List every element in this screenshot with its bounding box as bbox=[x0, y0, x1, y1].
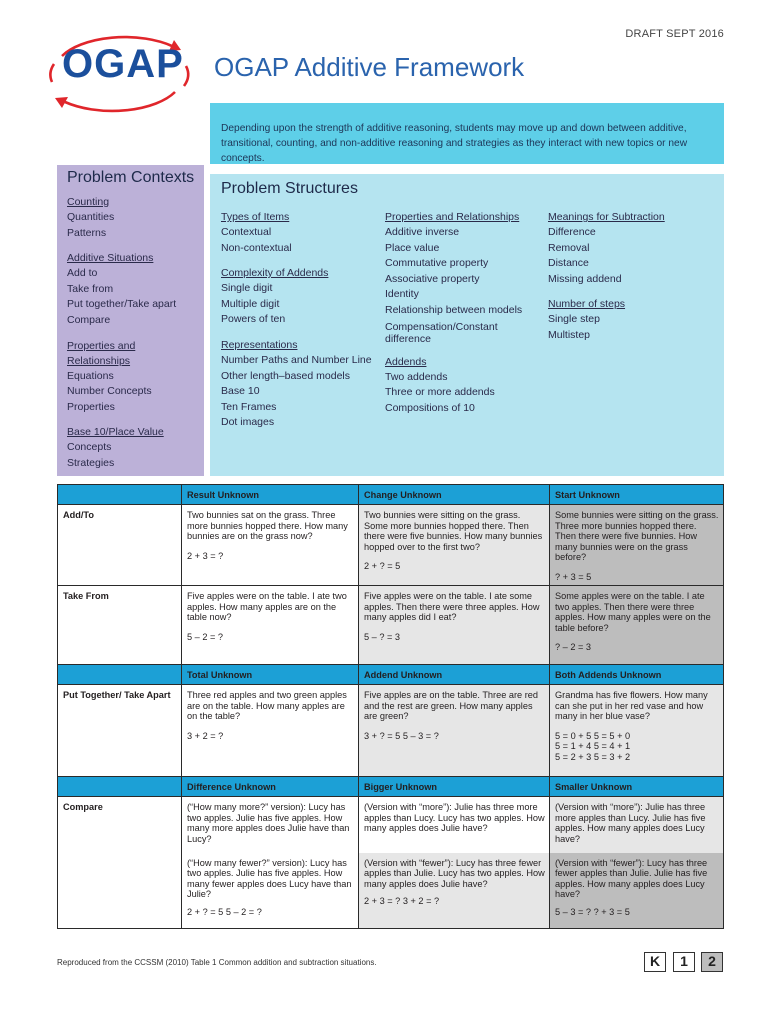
table-row bbox=[58, 853, 724, 929]
table-cell bbox=[359, 853, 550, 929]
structure-item: Additive inverse bbox=[385, 226, 460, 238]
table-header-cell: Bigger Unknown bbox=[359, 777, 550, 797]
table-header-cell: Change Unknown bbox=[359, 485, 550, 505]
table-cell bbox=[550, 505, 724, 586]
context-heading: Properties and Relationships bbox=[67, 339, 136, 367]
table-header-cell: Result Unknown bbox=[182, 485, 359, 505]
grade-1-badge: 1 bbox=[673, 952, 695, 972]
situations-table bbox=[57, 484, 724, 929]
table-cell bbox=[182, 853, 359, 929]
structures-title: Problem Structures bbox=[221, 180, 358, 197]
structure-item: Commutative property bbox=[385, 257, 489, 270]
context-item: Patterns bbox=[67, 226, 107, 239]
table-row bbox=[58, 685, 724, 777]
cell-text: Five apples are on the table. Three are red and the rest are green. How many apples are green? bbox=[364, 690, 538, 721]
context-item: Concepts bbox=[67, 441, 112, 454]
table-header-cell bbox=[58, 665, 182, 685]
table-header-row bbox=[58, 485, 724, 505]
contexts-title: Problem Contexts bbox=[67, 169, 195, 186]
intro-text: Depending upon the strength of additive reasoning, students may move up and down between additive, transitional, counting, and non-additive reasoning and strategies as they interact with new topics or new concepts. bbox=[221, 123, 688, 164]
structure-item: Three or more addends bbox=[385, 386, 495, 399]
row-label: Compare bbox=[58, 797, 182, 853]
structure-item: Base 10 bbox=[221, 385, 260, 398]
structure-item: Powers of ten bbox=[221, 313, 286, 326]
context-item: Take from bbox=[67, 282, 114, 295]
structure-item: Identity bbox=[385, 288, 419, 301]
structure-item: Ten Frames bbox=[221, 400, 277, 413]
structure-heading: Number of steps bbox=[548, 298, 626, 311]
row-label: Take From bbox=[58, 586, 182, 665]
context-heading: Base 10/Place Value bbox=[67, 426, 164, 439]
structure-item: Compensation/Constant difference bbox=[385, 320, 498, 345]
structures-column-1 bbox=[221, 210, 385, 431]
table-cell bbox=[182, 505, 359, 586]
cell-text: Three red apples and two green apples are on the table. How many apples are on the table? bbox=[187, 690, 347, 721]
page-title: OGAP Additive Framework bbox=[214, 52, 525, 82]
context-item: Quantities bbox=[67, 211, 115, 223]
problem-structures-panel bbox=[210, 174, 724, 476]
structure-heading: Properties and Relationships bbox=[385, 211, 520, 223]
table-header-cell bbox=[58, 485, 182, 505]
intro-box bbox=[210, 103, 724, 164]
structure-item: Contextual bbox=[221, 226, 272, 238]
cell-text: (“How many fewer?” version): Lucy has two apples. Julie has five apples. How many fewer apples does Lucy have than Julie? bbox=[187, 857, 352, 899]
table-header-row bbox=[58, 777, 724, 797]
cell-text: (Version with “fewer”): Lucy has three fewer apples than Julie. Lucy has two apples. How many apples does Julie have? bbox=[364, 857, 545, 889]
row-label: Put Together/ Take Apart bbox=[58, 685, 182, 777]
table-cell bbox=[359, 505, 550, 586]
context-item: Number Concepts Properties bbox=[67, 385, 152, 413]
context-item: Compare bbox=[67, 313, 111, 326]
structure-item: Two addends bbox=[385, 370, 448, 383]
table-cell bbox=[550, 586, 724, 665]
structure-item: Number Paths and Number Line bbox=[221, 353, 372, 366]
structure-item: Place value bbox=[385, 241, 440, 254]
table-header-cell: Smaller Unknown bbox=[550, 777, 724, 797]
structure-item: Distance bbox=[548, 257, 589, 270]
structure-item: Non-contextual bbox=[221, 241, 292, 254]
cell-equation: ? + 3 = 5 bbox=[555, 571, 592, 582]
source-note: Reproduced from the CCSSM (2010) Table 1 Common addition and subtraction situations. bbox=[57, 958, 377, 967]
structure-item: Multiple digit bbox=[221, 297, 280, 310]
table-cell bbox=[359, 586, 550, 665]
structure-heading: Meanings for Subtraction bbox=[548, 211, 665, 223]
cell-equation: 5 = 1 + 4 5 = 4 + 1 bbox=[555, 741, 631, 751]
cell-equation: 5 – 3 = ? ? + 3 = 5 bbox=[555, 906, 630, 917]
cell-equation: 5 = 2 + 3 5 = 3 + 2 bbox=[555, 751, 631, 762]
cell-equation: 5 = 0 + 5 5 = 5 + 0 bbox=[555, 730, 631, 741]
table-cell bbox=[550, 685, 724, 777]
context-item: Add to bbox=[67, 267, 98, 280]
logo-text: OGAP bbox=[62, 42, 184, 86]
cell-equation: 5 – ? = 3 bbox=[364, 631, 401, 642]
cell-equation: 2 + ? = 5 bbox=[364, 561, 401, 571]
context-item: Put together/Take apart bbox=[67, 298, 177, 311]
structure-item: Single step bbox=[548, 313, 600, 326]
cell-text: Two bunnies sat on the grass. Three more bunnies hopped there. How many bunnies are on the grass now? bbox=[187, 510, 348, 541]
structure-heading: Complexity of Addends bbox=[221, 267, 329, 280]
structures-column-3 bbox=[548, 210, 718, 431]
context-heading: Counting bbox=[67, 196, 110, 208]
context-item: Equations bbox=[67, 369, 114, 382]
table-cell bbox=[58, 853, 182, 929]
structure-item: Compositions of 10 bbox=[385, 401, 475, 414]
structure-item: Other length–based models bbox=[221, 369, 350, 382]
structure-item: Difference bbox=[548, 226, 596, 238]
table-header-cell: Both Addends Unknown bbox=[550, 665, 724, 685]
cell-text: Five apples were on the table. I ate some apples. Then there were three apples. How many apples did I eat? bbox=[364, 591, 540, 622]
cell-equation: 3 + ? = 5 5 – 3 = ? bbox=[364, 730, 439, 741]
table-cell bbox=[359, 685, 550, 777]
table-header-cell bbox=[58, 777, 182, 797]
table-header-cell: Start Unknown bbox=[550, 485, 724, 505]
cell-equation: ? – 2 = 3 bbox=[555, 642, 592, 652]
draft-label: DRAFT SEPT 2016 bbox=[625, 28, 724, 40]
table-header-cell: Total Unknown bbox=[182, 665, 359, 685]
structure-item: Multistep bbox=[548, 328, 591, 341]
structure-heading: Types of Items bbox=[221, 211, 290, 223]
structure-item: Relationship between models bbox=[385, 303, 523, 316]
cell-text: Some bunnies were sitting on the grass. Three more bunnies hopped there. Then there were five bunnies. How many bunnies were on the grass before? bbox=[555, 510, 719, 562]
cell-equation: 2 + 3 = ? bbox=[187, 550, 224, 561]
cell-text: Five apples were on the table. I ate two apples. How many apples are on the table now? bbox=[187, 591, 347, 622]
table-row bbox=[58, 505, 724, 586]
table-cell bbox=[550, 797, 724, 853]
grade-2-badge: 2 bbox=[701, 952, 723, 972]
cell-text: (Version with “more”): Julie has three more apples than Lucy. Julie has five apples. How many apples does Lucy have? bbox=[555, 802, 706, 844]
table-header-cell: Addend Unknown bbox=[359, 665, 550, 685]
structure-item: Single digit bbox=[221, 282, 273, 295]
structure-item: Associative property bbox=[385, 272, 480, 285]
table-row bbox=[58, 586, 724, 665]
table-cell bbox=[182, 797, 359, 853]
cell-equation: 2 + ? = 5 5 – 2 = ? bbox=[187, 906, 262, 917]
table-row bbox=[58, 797, 724, 853]
row-label: Add/To bbox=[58, 505, 182, 586]
cell-text: Two bunnies were sitting on the grass. Some more bunnies hopped there. Then there were five bunnies. How many bunnies hopped over to the first two? bbox=[364, 510, 543, 552]
table-cell bbox=[182, 586, 359, 665]
cell-text: (Version with “more”): Julie has three more apples than Lucy. Lucy has two apples. How many apples does Julie have? bbox=[364, 802, 545, 833]
structure-heading: Addends bbox=[385, 355, 427, 368]
table-cell bbox=[182, 685, 359, 777]
grade-k-badge: K bbox=[644, 952, 666, 972]
context-heading: Additive Situations bbox=[67, 252, 154, 265]
table-cell bbox=[550, 853, 724, 929]
cell-equation: 2 + 3 = ? 3 + 2 = ? bbox=[364, 896, 440, 906]
context-item: Strategies bbox=[67, 456, 115, 469]
table-cell bbox=[359, 797, 550, 853]
problem-contexts-panel bbox=[57, 165, 204, 476]
structure-item: Dot images bbox=[221, 416, 275, 429]
cell-text: (Version with “fewer”): Lucy has three fewer apples than Julie. Julie has five apples. How many apples does Lucy have? bbox=[555, 857, 708, 899]
cell-text: (“How many more?” version): Lucy has two apples. Julie has five apples. How many more apples does Julie have than Lucy? bbox=[187, 802, 350, 844]
structures-column-2 bbox=[385, 210, 548, 431]
table-header-cell: Difference Unknown bbox=[182, 777, 359, 797]
cell-text: Grandma has five flowers. How many can she put in her red vase and how many in her blue vase? bbox=[555, 690, 708, 721]
cell-equation: 5 – 2 = ? bbox=[187, 631, 224, 642]
cell-equation: 3 + 2 = ? bbox=[187, 730, 224, 741]
structure-heading: Representations bbox=[221, 338, 298, 351]
table-header-row bbox=[58, 665, 724, 685]
structure-item: Missing addend bbox=[548, 272, 622, 285]
structure-item: Removal bbox=[548, 241, 590, 254]
cell-text: Some apples were on the table. I ate two apples. Then there were three apples. How many apples were on the table before? bbox=[555, 591, 711, 633]
